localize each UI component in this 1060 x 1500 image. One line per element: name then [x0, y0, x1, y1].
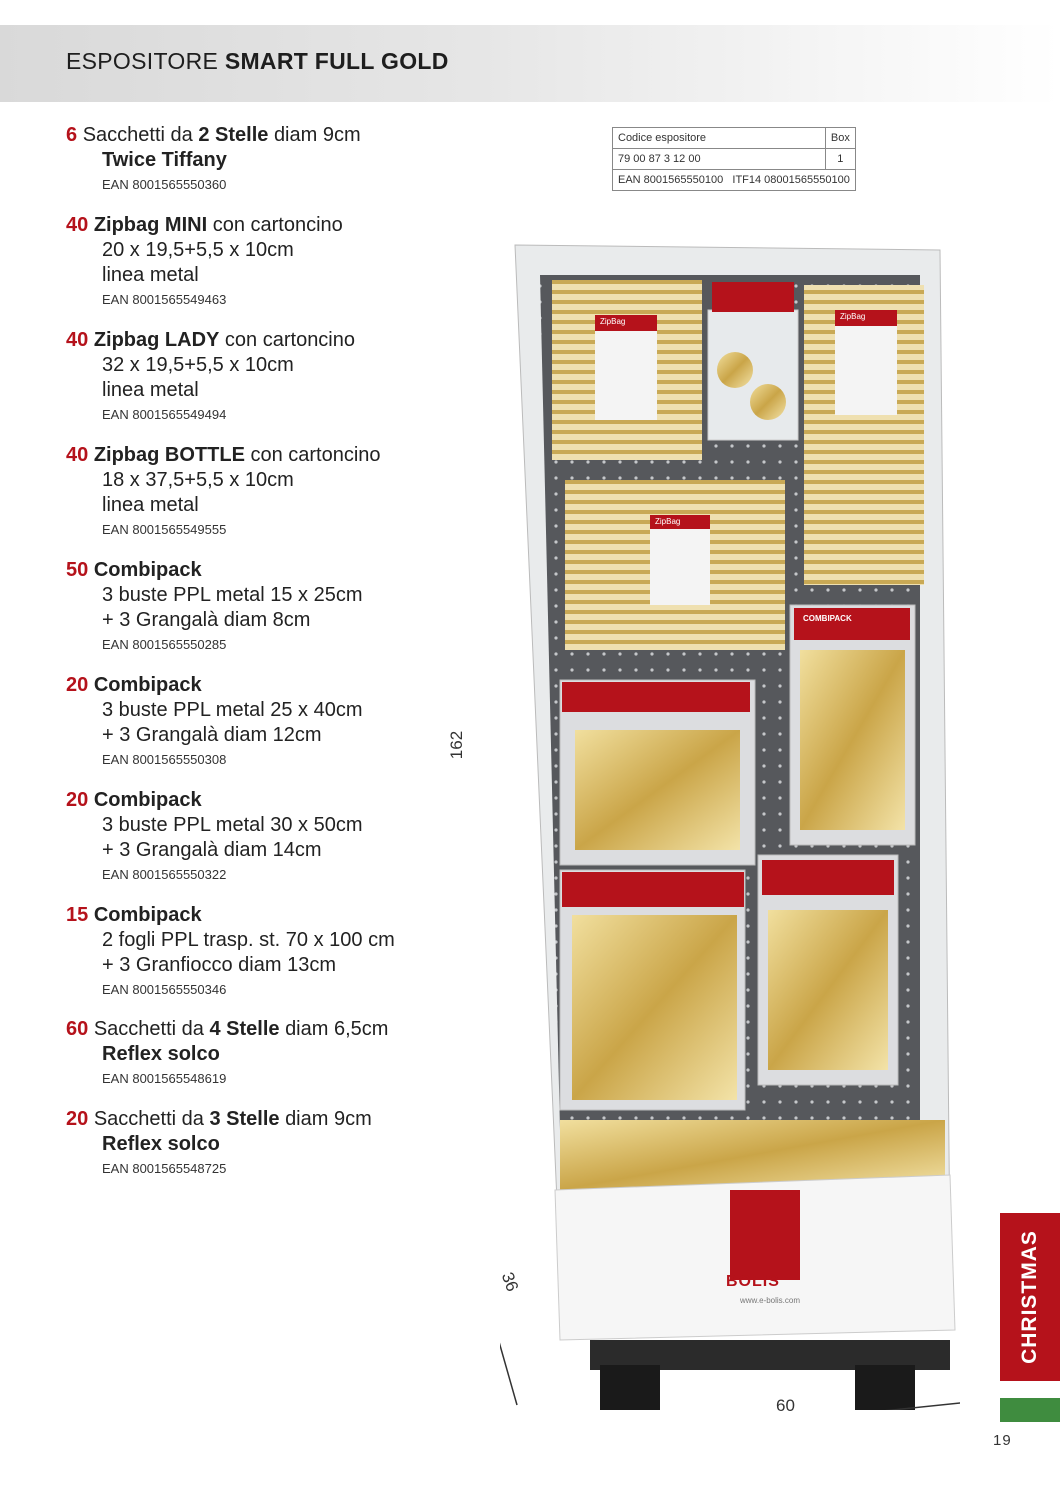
zipbag-label: ZipBag: [600, 317, 626, 326]
ean-code: EAN 8001565550322: [102, 867, 227, 882]
combipack-product: [560, 680, 755, 865]
page-title: ESPOSITORE SMART FULL GOLD: [66, 48, 449, 74]
star-bow-product: [708, 282, 798, 440]
product-item: 40 Zipbag LADY con cartoncino 32 x 19,5+5,5 x 10cm linea metal EAN 8001565549494: [66, 328, 466, 424]
ean-code: EAN 8001565550285: [102, 637, 227, 652]
ean-code: EAN 8001565550308: [102, 752, 227, 767]
width-dimension: 60: [776, 1396, 795, 1415]
ean-code: EAN 8001565548619: [102, 1071, 227, 1086]
combipack-product: [790, 605, 915, 845]
ean-code: EAN 8001565548725: [102, 1161, 227, 1176]
product-item: 50 Combipack 3 buste PPL metal 15 x 25cm + 3 Grangalà diam 8cm EAN 8001565550285: [66, 558, 466, 654]
ean-code: EAN 8001565550360: [102, 177, 227, 192]
zipbag-label: ZipBag: [840, 312, 866, 321]
ean-code: EAN 8001565549463: [102, 292, 227, 307]
product-item: 15 Combipack 2 fogli PPL trasp. st. 70 x 100 cm + 3 Granfiocco diam 13cm EAN 8001565550346: [66, 903, 466, 999]
product-item: 60 Sacchetti da 4 Stelle diam 6,5cm Reflex solco EAN 8001565548619: [66, 1017, 466, 1088]
box-count: 1: [825, 149, 855, 170]
christmas-tab: CHRISTMAS: [1000, 1213, 1060, 1381]
display-code: 79 00 87 3 12 00: [613, 149, 826, 170]
zipbag-product: [552, 280, 702, 460]
brand-label: BOLIS: [726, 1273, 780, 1290]
combipack-product: [560, 870, 745, 1110]
zipbag-product: [565, 480, 785, 650]
display-stand-image: [500, 230, 960, 1410]
product-item: 40 Zipbag MINI con cartoncino 20 x 19,5+5,5 x 10cm linea metal EAN 8001565549463: [66, 213, 466, 309]
depth-dimension: 36: [497, 1269, 523, 1294]
combipack-label: COMBIPACK: [803, 614, 852, 623]
product-item: 20 Sacchetti da 3 Stelle diam 9cm Reflex solco EAN 8001565548725: [66, 1107, 466, 1178]
product-item: 40 Zipbag BOTTLE con cartoncino 18 x 37,5+5,5 x 10cm linea metal EAN 8001565549555: [66, 443, 466, 539]
page-number: 19: [993, 1432, 1012, 1449]
combipack-product: [758, 855, 898, 1085]
green-bar: [1000, 1398, 1060, 1422]
ean-code: EAN 8001565549555: [102, 522, 227, 537]
product-item: 6 Sacchetti da 2 Stelle diam 9cm Twice Tiffany EAN 8001565550360: [66, 123, 466, 194]
product-item: 20 Combipack 3 buste PPL metal 30 x 50cm + 3 Grangalà diam 14cm EAN 8001565550322: [66, 788, 466, 884]
product-item: 20 Combipack 3 buste PPL metal 25 x 40cm + 3 Grangalà diam 12cm EAN 8001565550308: [66, 673, 466, 769]
height-dimension: 162: [447, 730, 467, 760]
brand-web: www.e-bolis.com: [740, 1296, 801, 1305]
ean-code: EAN 8001565549494: [102, 407, 227, 422]
table-header: Codice espositore: [613, 128, 826, 149]
table-header: Box: [825, 128, 855, 149]
ean-code: EAN 8001565550346: [102, 982, 227, 997]
display-code-table: [612, 127, 856, 191]
zipbag-product: [804, 285, 924, 585]
barcode-codes: EAN 8001565550100 ITF14 08001565550100: [613, 170, 856, 191]
zipbag-label: ZipBag: [655, 517, 681, 526]
